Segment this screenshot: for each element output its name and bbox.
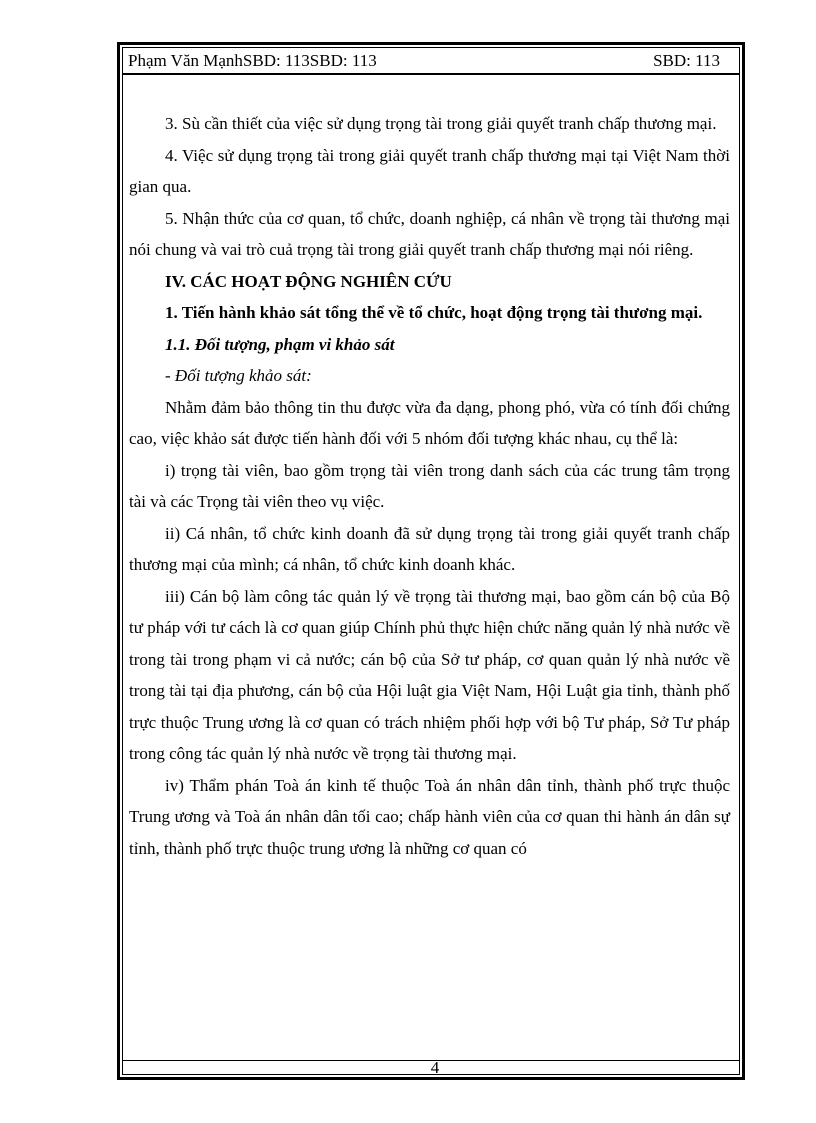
- header-rule: [122, 73, 740, 75]
- page-header: [128, 50, 734, 72]
- subsubsection-heading: 1.1. Đối tượng, phạm vi khảo sát: [165, 334, 395, 354]
- paragraph-intro: Nhằm đảm bảo thông tin thu được vừa đa dạng, phong phó, vừa có tính đối chứng cao, việc khảo sát được tiến hành đối với 5 nhóm đối tượng khác nhau, cụ thể là:: [129, 397, 730, 448]
- header-left-text: Phạm Văn MạnhSBD: 113SBD: 113: [128, 51, 377, 70]
- header-right-text: SBD: 113: [653, 51, 720, 70]
- paragraph-group-ii: ii) Cá nhân, tổ chức kinh doanh đã sử dụng trọng tài trong giải quyết tranh chấp thương mại của mình; cá nhân, tổ chức kinh doanh khác.: [129, 523, 730, 574]
- paragraph-group-iv: iv) Thẩm phán Toà án kinh tế thuộc Toà án nhân dân tỉnh, thành phố trực thuộc Trung ương và Toà án nhân dân tối cao; chấp hành viên của cơ quan thi hành án dân sự tỉnh, thành phố trực thuộc trung ương là những cơ quan có: [129, 775, 730, 858]
- paragraph-group-i: i) trọng tài viên, bao gồm trọng tài viên trong danh sách của các trung tâm trọng tài và các Trọng tài viên theo vụ việc.: [129, 460, 730, 511]
- paragraph-item-5: 5. Nhận thức của cơ quan, tổ chức, doanh nghiệp, cá nhân về trọng tài thương mại nói chung và vai trò cuả trọng tài trong giải quyết tranh chấp thương mại nói riêng.: [129, 208, 730, 259]
- paragraph-item-4: 4. Việc sử dụng trọng tài trong giải quyết tranh chấp thương mại tại Việt Nam thời gian qua.: [129, 145, 730, 196]
- section-heading: IV. CÁC HOẠT ĐỘNG NGHIÊN CỨU: [165, 271, 452, 291]
- document-body: [129, 108, 730, 864]
- paragraph-item-3: 3. Sù cần thiết của việc sử dụng trọng tài trong giải quyết tranh chấp thương mại.: [165, 114, 717, 133]
- subject-label: - Đối tượng khảo sát:: [165, 366, 312, 385]
- subsection-heading: 1. Tiến hành khảo sát tổng thể về tổ chức, hoạt động trọng tài thương mại.: [165, 303, 703, 322]
- paragraph-group-iii: iii) Cán bộ làm công tác quản lý về trọng tài thương mại, bao gồm cán bộ của Bộ tư pháp với tư cách là cơ quan giúp Chính phủ thực hiện chức năng quản lý nhà nước về trong tài trong phạm vi cả nước; cán bộ của Sở tư pháp, cơ quan quản lý nhà nước về trong tài tại địa phương, cán bộ của Hội luật gia Việt Nam, Hội Luật gia tỉnh, thành phố trực thuộc Trung ương là cơ quan có trách nhiệm phối hợp với bộ Tư pháp, Sở Tư pháp trong công tác quản lý nhà nước về trọng tài thương mại.: [129, 586, 730, 763]
- page-number: 4: [430, 1058, 440, 1077]
